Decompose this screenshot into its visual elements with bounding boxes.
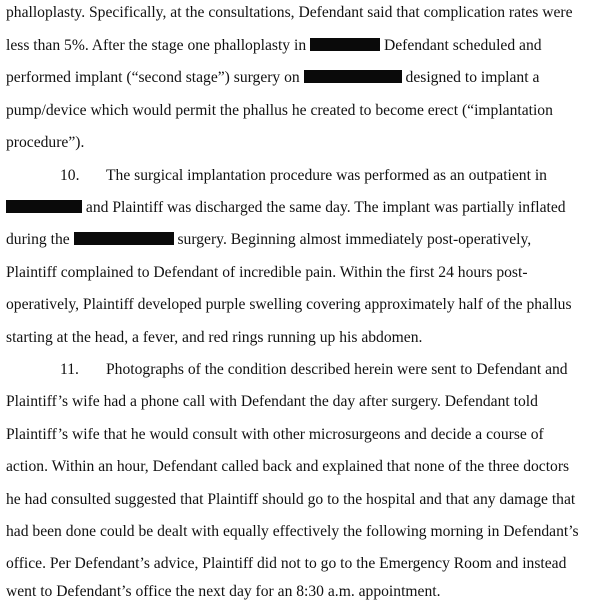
text-segment: action. Within an hour, Defendant called back and explained that none of the three doctors: [6, 458, 570, 475]
text-line: [6, 134, 84, 152]
text-line: [6, 102, 553, 120]
text-segment: Plaintiff complained to Defendant of incredible pain. Within the first 24 hours post-: [6, 264, 528, 281]
text-line: [6, 37, 542, 55]
text-segment: he had consulted suggested that Plaintiff should go to the hospital and that any damage that: [6, 491, 576, 508]
text-segment: and Plaintiff was discharged the same day. The implant was partially inflated: [85, 199, 566, 216]
text-segment: procedure”).: [6, 134, 85, 151]
text-line: [6, 69, 539, 87]
text-line: [6, 523, 579, 541]
paragraph-11-first-line: [60, 361, 568, 379]
text-segment: pump/device which would permit the phallus he created to become erect (“implantation: [6, 102, 553, 119]
text-segment: went to Defendant’s office the next day for an 8:30 a.m. appointment.: [6, 583, 441, 600]
paragraph-10-first-line: [60, 167, 547, 185]
text-segment: during the: [6, 231, 70, 248]
text-segment: Plaintiff’s wife that he would consult with other microsurgeons and decide a course of: [6, 426, 544, 443]
text-line: [6, 426, 544, 444]
redaction-bar: [6, 200, 82, 213]
text-segment: Photographs of the condition described herein were sent to Defendant and: [106, 361, 568, 378]
redaction-bar: [304, 70, 402, 83]
redaction-bar: [310, 38, 380, 51]
text-segment: office. Per Defendant’s advice, Plaintiff did not to go to the Emergency Room and instead: [6, 555, 567, 572]
text-segment: starting at the head, a fever, and red rings running up his abdomen.: [6, 329, 423, 346]
text-segment: phalloplasty. Specifically, at the consultations, Defendant said that complication rates were: [6, 4, 573, 21]
text-segment: The surgical implantation procedure was performed as an outpatient in: [106, 167, 547, 184]
text-line: [6, 491, 575, 509]
text-line: [6, 296, 572, 314]
paragraph-number: 10.: [60, 167, 80, 184]
text-line: [6, 264, 528, 282]
text-segment: operatively, Plaintiff developed purple swelling covering approximately half of the phallus: [6, 296, 572, 313]
paragraph-number: 11.: [60, 361, 79, 378]
text-segment: performed implant (“second stage”) surgery on: [6, 69, 300, 86]
text-line: [6, 458, 569, 476]
text-line: [6, 393, 538, 411]
text-segment: designed to implant a: [405, 69, 540, 86]
text-line: [6, 555, 566, 573]
text-line: [6, 583, 440, 601]
text-segment: less than 5%. After the stage one phalloplasty in: [6, 37, 307, 54]
text-line: [6, 199, 566, 217]
text-line: [6, 231, 531, 249]
redaction-bar: [74, 232, 174, 245]
text-segment: Defendant scheduled and: [383, 37, 542, 54]
text-segment: Plaintiff’s wife had a phone call with Defendant the day after surgery. Defendant told: [6, 393, 538, 410]
text-segment: surgery. Beginning almost immediately post-operatively,: [177, 231, 532, 248]
text-line: [6, 4, 573, 22]
text-segment: had been done could be dealt with equally effectively the following morning in Defendant’s: [6, 523, 579, 540]
text-line: [6, 329, 422, 347]
